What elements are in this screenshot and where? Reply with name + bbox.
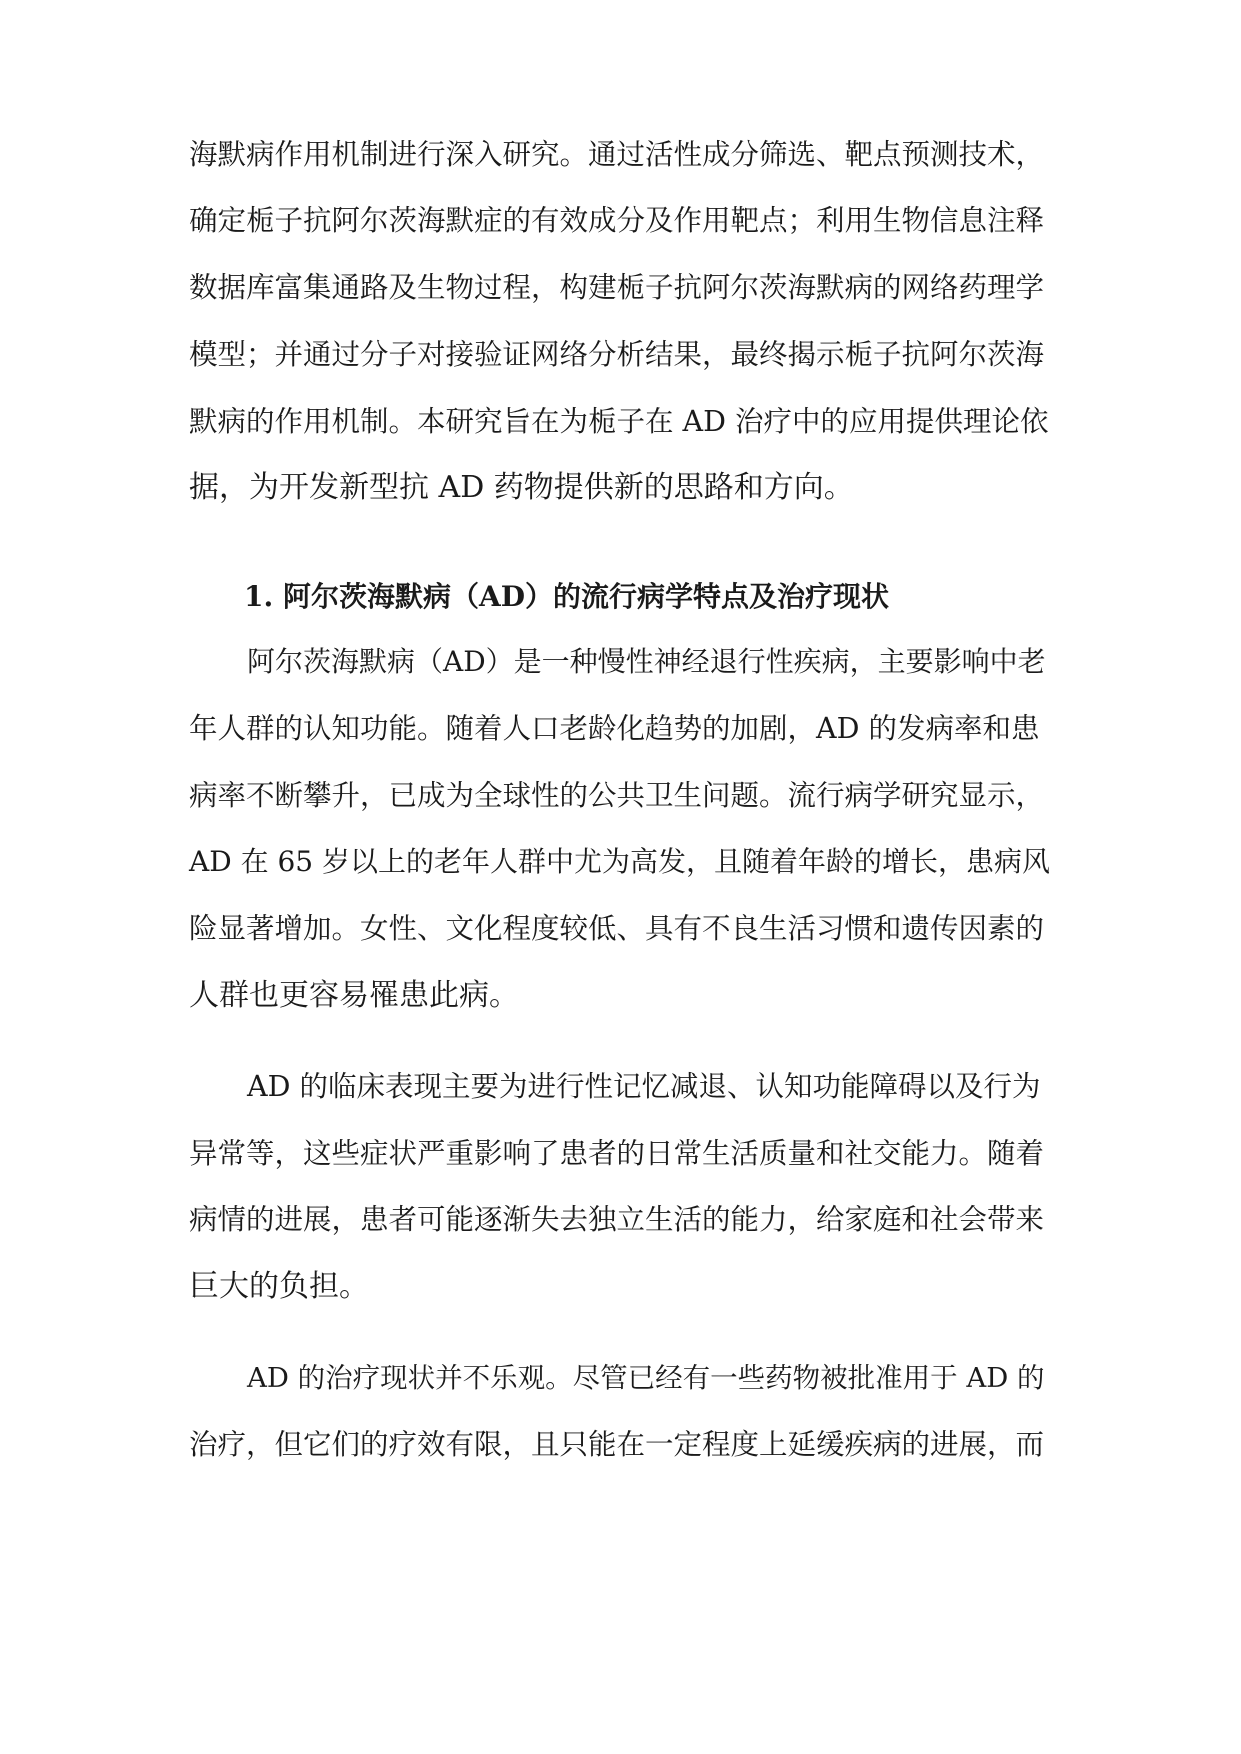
text-line: 治疗，但它们的疗效有限，且只能在一定程度上延缓疾病的进展，而 xyxy=(189,1428,1045,1461)
text-line: 巨大的负担。 xyxy=(189,1269,369,1304)
text-line: 阿尔茨海默病（AD）是一种慢性神经退行性疾病，主要影响中老 xyxy=(247,645,1046,678)
text-line: 据，为开发新型抗 AD 药物提供新的思路和方向。 xyxy=(189,470,854,505)
text-line: 病情的进展，患者可能逐渐失去独立生活的能力，给家庭和社会带来 xyxy=(189,1203,1045,1236)
text-line: AD 的治疗现状并不乐观。尽管已经有一些药物被批准用于 AD 的 xyxy=(247,1362,1045,1394)
section-heading: 1. 阿尔茨海默病（AD）的流行病学特点及治疗现状 xyxy=(244,580,889,613)
text-line: AD 的临床表现主要为进行性记忆减退、认知功能障碍以及行为 xyxy=(247,1070,1041,1103)
text-line: 年人群的认知功能。随着人口老龄化趋势的加剧，AD 的发病率和患 xyxy=(189,712,1040,745)
text-line: 确定栀子抗阿尔茨海默症的有效成分及作用靶点；利用生物信息注释 xyxy=(189,204,1045,237)
text-line: 模型；并通过分子对接验证网络分析结果，最终揭示栀子抗阿尔茨海 xyxy=(189,338,1045,371)
text-line: 病率不断攀升，已成为全球性的公共卫生问题。流行病学研究显示， xyxy=(189,779,1045,812)
text-line: 数据库富集通路及生物过程，构建栀子抗阿尔茨海默病的网络药理学 xyxy=(189,271,1045,304)
text-line: 海默病作用机制进行深入研究。通过活性成分筛选、靶点预测技术， xyxy=(189,138,1045,171)
text-line: AD 在 65 岁以上的老年人群中尤为高发，且随着年龄的增长，患病风 xyxy=(189,845,1051,878)
text-line: 默病的作用机制。本研究旨在为栀子在 AD 治疗中的应用提供理论依 xyxy=(189,405,1049,438)
text-line: 人群也更容易罹患此病。 xyxy=(189,978,519,1013)
text-line: 异常等，这些症状严重影响了患者的日常生活质量和社交能力。随着 xyxy=(189,1137,1045,1170)
text-line: 险显著增加。女性、文化程度较低、具有不良生活习惯和遗传因素的 xyxy=(189,912,1045,945)
